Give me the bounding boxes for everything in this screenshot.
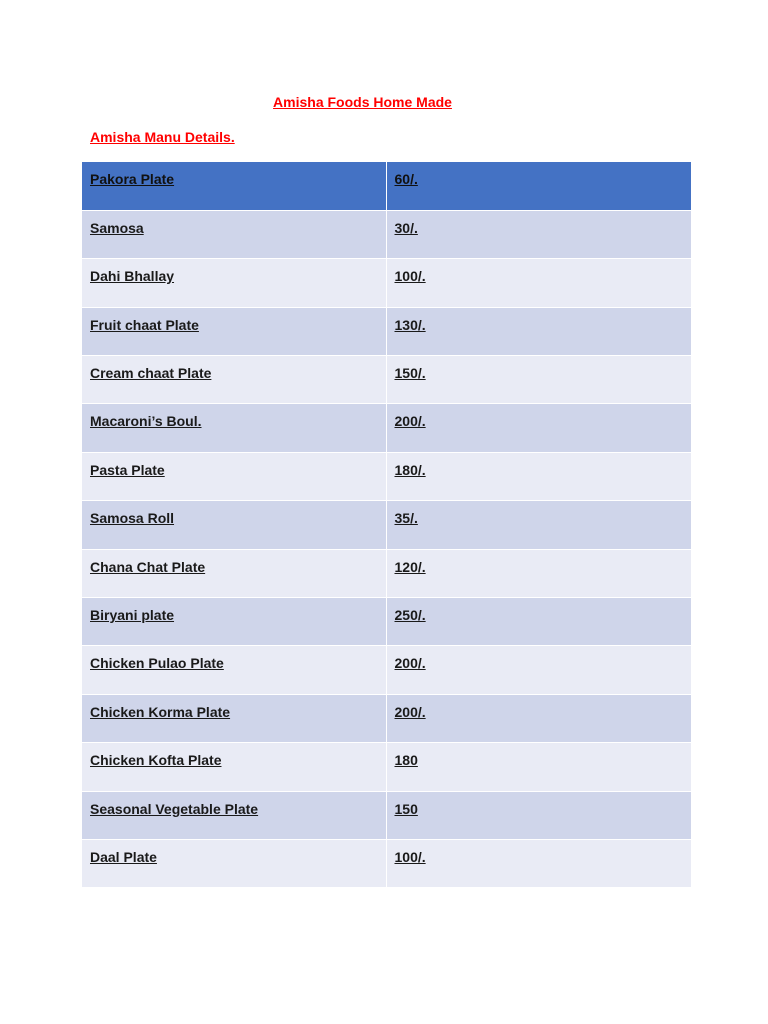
table-row bbox=[82, 549, 691, 597]
document-subtitle: Amisha Manu Details. bbox=[90, 129, 235, 145]
menu-item-name: Seasonal Vegetable Plate bbox=[82, 791, 386, 839]
menu-item-price: 30/. bbox=[386, 210, 691, 258]
table-row bbox=[82, 356, 691, 404]
table-row bbox=[82, 162, 691, 210]
table-row bbox=[82, 259, 691, 307]
menu-table bbox=[82, 162, 691, 888]
menu-item-name: Chicken Korma Plate bbox=[82, 694, 386, 742]
menu-item-price: 60/. bbox=[386, 162, 691, 210]
menu-item-name: Biryani plate bbox=[82, 598, 386, 646]
menu-item-name: Chicken Kofta Plate bbox=[82, 743, 386, 791]
menu-item-name: Chicken Pulao Plate bbox=[82, 646, 386, 694]
table-row bbox=[82, 598, 691, 646]
menu-item-price: 180/. bbox=[386, 452, 691, 500]
table-row bbox=[82, 743, 691, 791]
menu-item-price: 180 bbox=[386, 743, 691, 791]
menu-item-price: 200/. bbox=[386, 694, 691, 742]
table-row bbox=[82, 307, 691, 355]
menu-item-price: 130/. bbox=[386, 307, 691, 355]
menu-item-name: Dahi Bhallay bbox=[82, 259, 386, 307]
menu-item-name: Fruit chaat Plate bbox=[82, 307, 386, 355]
menu-item-name: Samosa bbox=[82, 210, 386, 258]
menu-item-price: 200/. bbox=[386, 404, 691, 452]
menu-item-name: Samosa Roll bbox=[82, 501, 386, 549]
menu-item-name: Pakora Plate bbox=[82, 162, 386, 210]
menu-item-name: Macaroni’s Boul. bbox=[82, 404, 386, 452]
menu-item-price: 35/. bbox=[386, 501, 691, 549]
menu-item-price: 200/. bbox=[386, 646, 691, 694]
table-row bbox=[82, 452, 691, 500]
table-row bbox=[82, 646, 691, 694]
document-title: Amisha Foods Home Made bbox=[273, 94, 452, 110]
menu-item-price: 100/. bbox=[386, 259, 691, 307]
menu-item-price: 100/. bbox=[386, 839, 691, 887]
table-row bbox=[82, 694, 691, 742]
menu-item-price: 150 bbox=[386, 791, 691, 839]
menu-item-price: 250/. bbox=[386, 598, 691, 646]
menu-item-name: Chana Chat Plate bbox=[82, 549, 386, 597]
table-row bbox=[82, 791, 691, 839]
table-row bbox=[82, 404, 691, 452]
menu-item-name: Daal Plate bbox=[82, 839, 386, 887]
menu-item-name: Cream chaat Plate bbox=[82, 356, 386, 404]
table-row bbox=[82, 501, 691, 549]
menu-item-price: 150/. bbox=[386, 356, 691, 404]
menu-item-name: Pasta Plate bbox=[82, 452, 386, 500]
table-row bbox=[82, 210, 691, 258]
menu-item-price: 120/. bbox=[386, 549, 691, 597]
table-row bbox=[82, 839, 691, 887]
